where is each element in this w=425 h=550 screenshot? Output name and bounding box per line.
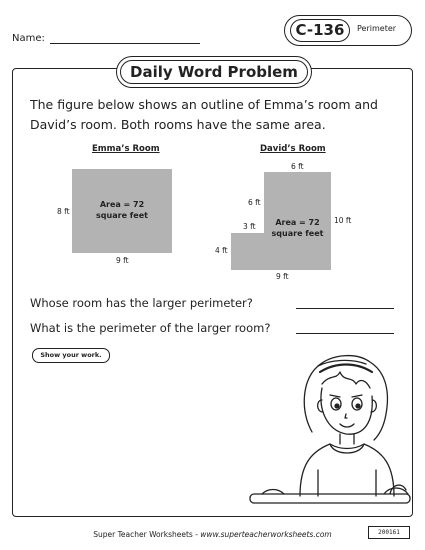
footer-text: Super Teacher Worksheets - — [93, 530, 201, 539]
footer-credit — [0, 530, 425, 539]
david-bottom-dim: 9 ft — [276, 272, 289, 281]
page-title: Daily Word Problem — [120, 60, 308, 84]
name-label: Name: — [12, 33, 45, 44]
david-room-label: David’s Room — [260, 144, 326, 154]
emma-bottom-dim: 9 ft — [116, 256, 129, 265]
question-2: What is the perimeter of the larger room? — [30, 321, 271, 335]
footer-url[interactable]: www.superteacherworksheets.com — [200, 530, 332, 539]
worksheet-code: C-136 — [290, 19, 350, 42]
david-top-dim: 6 ft — [291, 162, 304, 171]
david-step-dim: 3 ft — [243, 222, 256, 231]
emma-area-line2: square feet — [96, 211, 148, 220]
show-work-badge: Show your work. — [32, 348, 110, 363]
emma-left-dim: 8 ft — [57, 207, 70, 216]
footer-code: 200161 — [368, 526, 410, 539]
david-right-dim: 10 ft — [334, 216, 352, 225]
david-left-dim: 4 ft — [215, 246, 228, 255]
david-area-line2: square feet — [271, 229, 324, 238]
emma-room-label: Emma’s Room — [92, 144, 160, 154]
emma-area-line1: Area = 72 — [99, 200, 145, 209]
david-area-line1: Area = 72 — [275, 218, 320, 227]
worksheet-topic: Perimeter — [357, 24, 397, 33]
question-1: Whose room has the larger perimeter? — [30, 296, 253, 310]
david-upper-left-dim: 6 ft — [248, 198, 261, 207]
problem-intro: The figure below shows an outline of Emma’s room and David’s room. Both rooms have the same area. — [30, 97, 378, 132]
